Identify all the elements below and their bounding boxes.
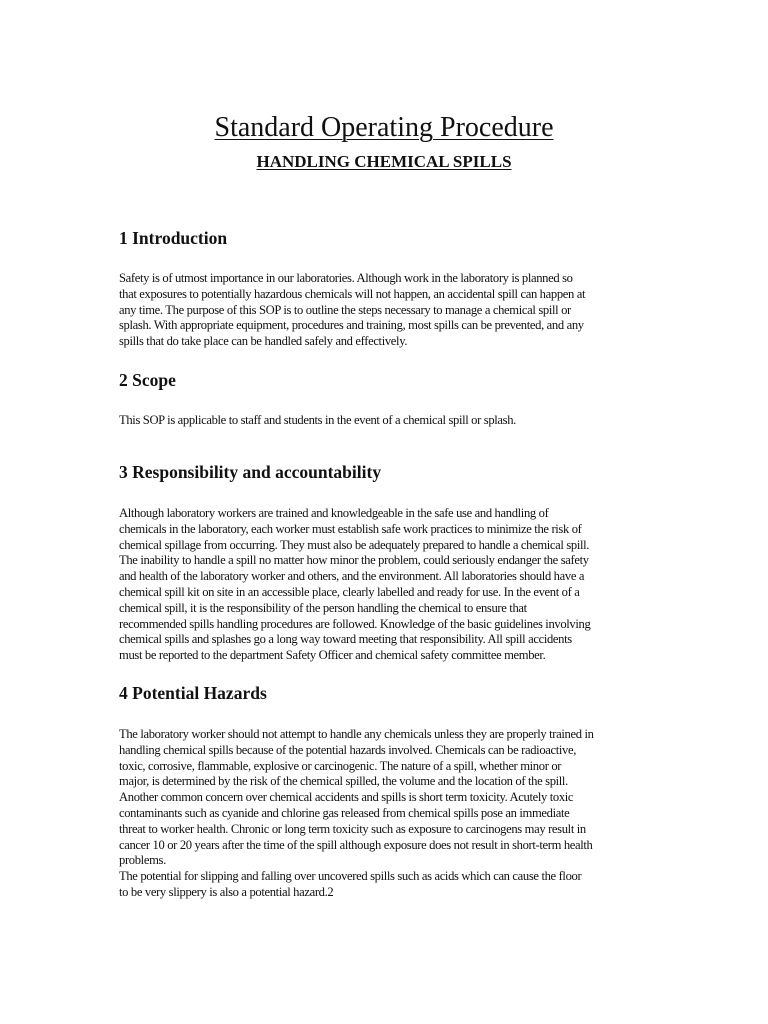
text-line: Although laboratory workers are trained and knowledgeable in the safe use and handling of (119, 506, 549, 520)
text-line: and health of the laboratory worker and others, and the environment. All laboratories should have a (119, 569, 585, 584)
text-line: chemical spill kit on site in an accessible place, clearly labelled and ready for use. In the event of a (119, 584, 580, 599)
text-line: chemicals in the laboratory, each worker must establish safe work practices to minimize the risk of (119, 521, 582, 536)
text-line: Safety is of utmost importance in our laboratories. Although work in the laboratory is planned so (119, 271, 573, 285)
text-line: This SOP is applicable to staff and students in the event of a chemical spill or splash. (119, 413, 516, 427)
section-heading-introduction: 1 Introduction (119, 228, 228, 248)
text-line: splash. With appropriate equipment, procedures and training, most spills can be prevented, and any (119, 318, 584, 333)
section-body-responsibility (119, 506, 694, 664)
text-line: to be very slippery is also a potential hazard.2 (119, 884, 334, 899)
text-line: The laboratory worker should not attempt to handle any chemicals unless they are properly trained in (119, 727, 594, 741)
text-line: contaminants such as cyanide and chlorine gas released from chemical spills pose an immediate (119, 805, 570, 820)
document-title: Standard Operating Procedure (214, 112, 554, 143)
section-heading-potential-hazards: 4 Potential Hazards (119, 683, 267, 703)
document-subtitle: HANDLING CHEMICAL SPILLS (256, 152, 512, 171)
text-line: handling chemical spills because of the potential hazards involved. Chemicals can be radioactive, (119, 742, 577, 757)
text-line: chemical spills and splashes go a long way toward meeting that responsibility. All spill accidents (119, 632, 572, 647)
text-line: that exposures to potentially hazardous chemicals will not happen, an accidental spill can happen at (119, 286, 586, 301)
text-line: any time. The purpose of this SOP is to outline the steps necessary to manage a chemical spill or (119, 302, 571, 317)
text-line: The potential for slipping and falling over uncovered spills such as acids which can cause the floor (119, 869, 582, 884)
text-line: chemical spill, it is the responsibility of the person handling the chemical to ensure that (119, 600, 527, 615)
text-line: The inability to handle a spill no matter how minor the problem, could seriously endanger the safety (119, 553, 589, 568)
section-body-scope (119, 413, 694, 429)
section-heading-responsibility: 3 Responsibility and accountability (119, 462, 382, 482)
text-line: problems. (119, 853, 166, 868)
text-line: threat to worker health. Chronic or long term toxicity such as exposure to carcinogens may result in (119, 821, 586, 836)
text-line: spills that do take place can be handled safely and effectively. (119, 334, 408, 349)
text-line: major, is determined by the risk of the chemical spilled, the volume and the location of the spill. (119, 774, 568, 789)
text-line: toxic, corrosive, flammable, explosive or carcinogenic. The nature of a spill, whether minor or (119, 758, 562, 773)
text-line: must be reported to the department Safety Officer and chemical safety committee member. (119, 648, 546, 663)
section-body-potential-hazards (119, 727, 694, 901)
section-heading-scope: 2 Scope (119, 370, 176, 390)
section-body-introduction (119, 271, 694, 350)
text-line: cancer 10 or 20 years after the time of the spill although exposure does not result in short-term health (119, 837, 593, 852)
text-line: chemical spillage from occurring. They must also be adequately prepared to handle a chemical spill. (119, 537, 590, 552)
text-line: Another common concern over chemical accidents and spills is short term toxicity. Acutely toxic (119, 790, 574, 805)
text-line: recommended spills handling procedures are followed. Knowledge of the basic guidelines involving (119, 616, 591, 631)
